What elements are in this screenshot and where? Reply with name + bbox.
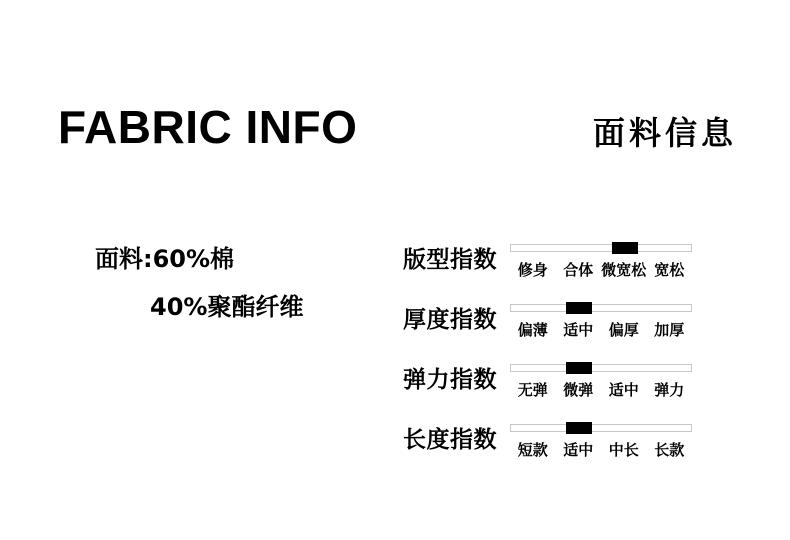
slider-option-label: 合体 bbox=[563, 261, 594, 279]
index-row bbox=[403, 360, 703, 420]
slider-option-label: 弹力 bbox=[654, 381, 685, 399]
slider-option-label: 适中 bbox=[608, 381, 639, 399]
slider-options bbox=[510, 319, 692, 340]
index-slider bbox=[510, 304, 692, 340]
slider-option-label: 中长 bbox=[608, 441, 639, 459]
slider-option-label: 无弹 bbox=[517, 381, 548, 399]
page-title-en: FABRIC INFO bbox=[58, 101, 358, 153]
slider-option-label: 微弹 bbox=[563, 381, 594, 399]
index-rows bbox=[403, 240, 703, 480]
page-title-zh: 面料信息 bbox=[592, 114, 737, 152]
slider-options bbox=[510, 439, 692, 460]
index-row bbox=[403, 420, 703, 480]
index-slider bbox=[510, 364, 692, 400]
slider-marker bbox=[566, 362, 592, 374]
slider-bar bbox=[510, 364, 692, 372]
index-row bbox=[403, 240, 703, 300]
slider-option-label: 偏薄 bbox=[517, 321, 548, 339]
index-slider bbox=[510, 424, 692, 460]
slider-option-label: 短款 bbox=[517, 441, 548, 459]
slider-option-label: 适中 bbox=[563, 321, 594, 339]
slider-marker bbox=[566, 422, 592, 434]
slider-option-label: 适中 bbox=[563, 441, 594, 459]
index-row-label: 版型指数 bbox=[403, 247, 497, 273]
index-row-label: 长度指数 bbox=[403, 427, 497, 453]
slider-marker bbox=[566, 302, 592, 314]
slider-options bbox=[510, 259, 692, 280]
slider-option-label: 宽松 bbox=[654, 261, 685, 279]
fabric-composition-primary: 面料:60%棉 bbox=[95, 245, 235, 273]
index-row bbox=[403, 300, 703, 360]
slider-bar bbox=[510, 244, 692, 252]
slider-option-label: 长款 bbox=[654, 441, 685, 459]
slider-options bbox=[510, 379, 692, 400]
index-row-label: 弹力指数 bbox=[403, 367, 497, 393]
slider-option-label: 微宽松 bbox=[601, 261, 647, 279]
slider-bar bbox=[510, 304, 692, 312]
index-slider bbox=[510, 244, 692, 280]
slider-bar bbox=[510, 424, 692, 432]
slider-option-label: 偏厚 bbox=[608, 321, 639, 339]
slider-option-label: 修身 bbox=[517, 261, 548, 279]
index-row-label: 厚度指数 bbox=[403, 307, 497, 333]
fabric-composition-secondary: 40%聚酯纤维 bbox=[150, 293, 304, 321]
slider-option-label: 加厚 bbox=[654, 321, 685, 339]
slider-marker bbox=[612, 242, 638, 254]
